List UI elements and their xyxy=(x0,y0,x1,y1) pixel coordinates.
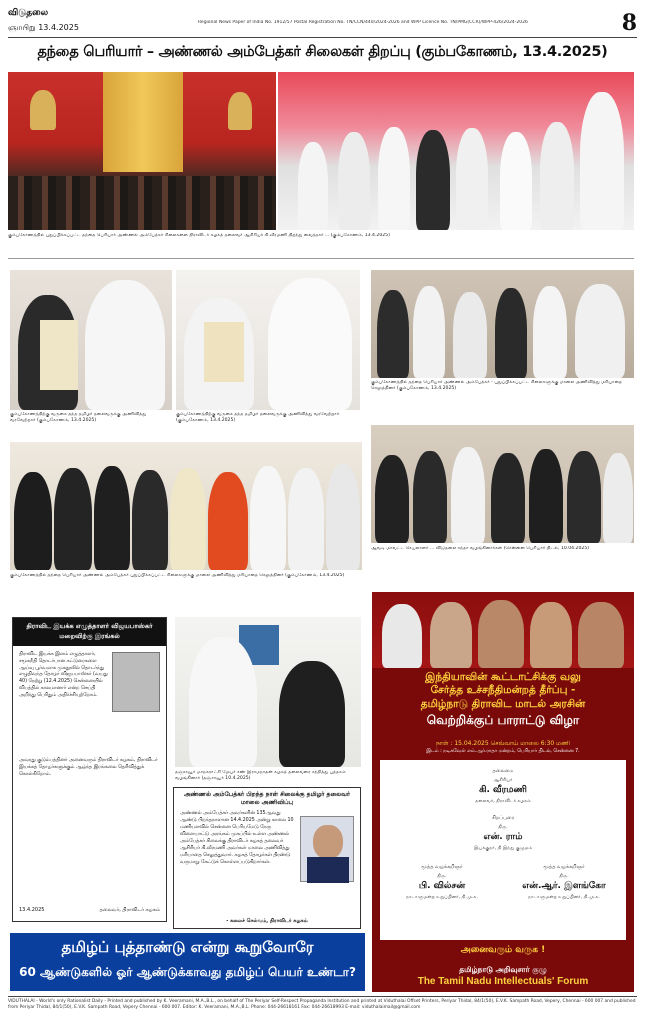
ad-title-4: வெற்றிக்குப் பாராட்டு விழா xyxy=(426,713,580,727)
registration-info: Regional News Paper of India No. 1912/57 Postal Registration No. TN/CCN/440/2024-2026 and WPP Licence No. TN/PMG(CCR)/WPP-426/2024-2026 xyxy=(198,20,528,25)
ad-title-3: தமிழ்நாடு திராவிட மாடல் அரசின் xyxy=(420,698,586,710)
ad-title-1: இந்தியாவின் கூட்டாட்சிக்கு வலு xyxy=(425,671,581,683)
right-sub: நாடாளுமன்ற உறுப்பினர், தி.மு.க. xyxy=(528,895,600,900)
obituary-box xyxy=(12,617,167,922)
ambedkar-portrait xyxy=(300,816,354,882)
speaker-name: என். ராம் xyxy=(483,832,523,842)
ad-schedule xyxy=(380,739,626,755)
chair-role: தலைமை xyxy=(492,768,514,774)
ad-title-2: சேர்த்த உச்சநீதிமன்றத் தீர்ப்பு - xyxy=(430,684,576,696)
ad-portraits xyxy=(372,592,634,668)
speaker-role: சிறப்புரை xyxy=(491,815,515,821)
chair-name: கி. வீரமணி xyxy=(479,785,527,795)
ad-organizer-tamil: தமிழ்நாடு அறிவுசார் குழு xyxy=(459,965,547,974)
caption-mid-center: கும்பகோணத்திற்கு வருகை தந்த தமிழர் தலைவருக்கு அணிவித்து வரவேற்றார் (கும்பகோணம், 13.4.2025) xyxy=(176,412,340,423)
caption-row3-left: கும்பகோணத்தில் தந்தை பெரியார் அண்ணல் அம்பேத்கர் புதுப்பிக்கப்பட்ட சிலைகளுக்கு மாலை அணிவித்து மரியாதை செலுத்தினர் (கும்பகோணம், 13.4.2025) xyxy=(10,573,345,578)
page-number: 8 xyxy=(621,10,637,36)
imprint-footer: VIDUTHALAI - World's only Rationalist Daily - Printed and published by K. Veeramani, M.A.,B.L., on behalf of The Periyar Self-Respect Propaganda Institution and printed at Viduthalai Offset Printers, Periyar Thidal, 84/1(50), E.V.K. Sampath Road, Vepery, Chennai - 600 007 and published from Periyar Thidal, 84/1(50), E.V.K. Sampath Road, Vepery Chennai - 600 007. Editor: K. Veeramani, M.A.,B.L. Phone: 044-26618161 Fax: 044-26618993 E-mail: viduthalaimail@gmail.com xyxy=(8,996,637,1020)
obituary-signature: தலைவர், திராவிடர் கழகம் xyxy=(99,907,160,913)
speaker-prefix: திரு. xyxy=(498,825,508,830)
photo-subscription xyxy=(371,425,634,543)
caption-top: கும்பகோணத்தில் புதுப்பிக்கப்பட்ட தந்தை பெரியார் அண்ணல் அம்பேத்கர் சிலைகளை திராவிடர் கழகத் தலைவர் ஆசிரியர் கி.வீரமணி திறந்து வைத்தார் ... (கும்பகோணம், 13.4.2025) xyxy=(8,233,390,238)
right-prefix: திரு. xyxy=(559,874,569,879)
obituary-date: 13.4.2025 xyxy=(19,907,45,913)
statue-left xyxy=(30,90,56,130)
photo-shawl-left xyxy=(10,270,172,410)
photo-garland-group xyxy=(371,270,634,378)
divider xyxy=(8,258,634,259)
page-headline: தந்தை பெரியார் – அண்ணல் அம்பேத்கர் சிலைகள் திறப்பு (கும்பகோணம், 13.4.2025) xyxy=(37,44,608,60)
right-name: என்.ஆர். இளங்கோ xyxy=(522,881,606,891)
obituary-portrait xyxy=(112,652,160,712)
left-prefix: திரு. xyxy=(437,874,447,879)
ad-speakers-panel xyxy=(380,760,626,940)
photo-shawl-center xyxy=(176,270,360,410)
left-sub: நாடாளுமன்ற உறுப்பினர், தி.மு.க. xyxy=(406,895,478,900)
ad-organizer-english: The Tamil Nadu Intellectuals' Forum xyxy=(417,976,589,987)
ad-welcome: அனைவரும் வருக ! xyxy=(460,945,546,955)
chair-sub: தலைவர், திராவிடர் கழகம் xyxy=(475,799,531,804)
photo-book-presentation xyxy=(175,617,361,767)
chair-prefix: ஆசிரியர் xyxy=(493,778,513,783)
ad-venue: இடம் : நடிகவேள் எம்.ஆர்.ராதா மன்றம், பெரியார் திடல், சென்னை 7. xyxy=(426,749,580,754)
photo-statues xyxy=(8,72,276,230)
obituary-body: திராவிட இயக்க இளம் எழுத்தாளர், சமூகநீதி தொடர்பான கட்டுரைகளை ஆய்வு பூர்வமாக முகநூலில் தொடர்ந்து எழுதிவந்த தோழர் விஜயபாஸ்கர் (வயது 40) நேற்று (12.4.2025) சென்னையில் விபத்தில் காலமானார் என்ற செய்தி அறிந்து பெரிதும் அதிர்ச்சியுற்றோம். xyxy=(19,652,108,698)
banner-line-2: 60 ஆண்டுகளில் ஓர் ஆண்டுக்காவது தமிழ்ப் பெயர் உண்டா? xyxy=(19,965,356,979)
left-name: பி. வில்சன் xyxy=(418,881,466,891)
tamil-new-year-banner xyxy=(10,933,365,991)
caption-row3-right: ஆவடி மாவட்ட செயலாளர் ... விடுதலை சந்தா வழங்கினார்கள் (சென்னை பெரியார் திடல், 10.04.2025) xyxy=(371,546,590,551)
notice-title: அண்ணல் அம்பேத்கர் பிறந்த நாள் சிலைக்கு தமிழர் தலைவர் மாலை அணிவிப்பு xyxy=(184,791,350,806)
speaker-sub: இயக்குநர், தி இந்து குழுமம் xyxy=(473,846,533,851)
caption-small-photo: தஞ்சாவூர் மாநகராட்சி மேயர் சண் இராமநாதன் கழகத் தலைவரை சந்தித்து புத்தகம் வழங்கினார் (தஞ்சாவூர் 10.4.2025) xyxy=(175,770,346,781)
notice-body: அண்ணல் அம்பேத்கர் அவர்களின் 135ஆவது ஆண்டு பிறந்தநாளான 14.4.2025 அன்று காலை 10 மணியளவில் சென்னை பெரியமேடு நேரு விளையாட்டு அரங்கம் முகப்பில் உள்ள அண்ணல் அம்பேத்கர் சிலைக்கு திராவிடர் கழகத் தலைவர் ஆசிரியர் கி.வீரமணி அவர்கள் மாலை அணிவித்து மரியாதை செலுத்துவார். கழகத் தோழர்கள் திரண்டு வருமாறு கேட்டுக் கொள்ளப்படுகிறார்கள். xyxy=(180,811,294,865)
right-role: மூத்த வழக்கறிஞர் xyxy=(543,864,585,870)
caption-mid-right: கும்பகோணத்தில் தந்தை பெரியார் அண்ணல் அம்பேத்கர் - புதுப்பிக்கப்பட்ட சிலைகளுக்கு மாலை அணிவித்து மரியாதை செலுத்தினர் (கும்பகோணம், 13.4.2025) xyxy=(371,380,622,391)
notice-credit: - கலைச் செல்வம், திராவிடர் கழகம் xyxy=(226,918,308,924)
ambedkar-birthday-notice xyxy=(173,787,361,929)
issue-date: ஞாயிறு 13.4.2025 xyxy=(8,23,79,32)
masthead xyxy=(8,8,637,38)
obituary-body-2: அவரது குடும்பத்தினர் அனைவரும் திராவிடர் கழகம், திராவிடர் இயக்கத் தோழர்களுக்கும் ஆழ்ந்த இரங்கலை தெரிவித்துக் கொள்கிறோம். xyxy=(19,758,158,777)
banner-line-1: தமிழ்ப் புத்தாண்டு என்று கூறுவோரே xyxy=(61,938,314,956)
left-role: மூத்த வழக்கறிஞர் xyxy=(421,864,463,870)
ad-date: நாள் : 15.04.2025 செவ்வாய் மாலை 6:30 மணி xyxy=(436,740,570,747)
statue-right xyxy=(228,92,252,130)
obituary-heading: திராவிட இயக்க எழுத்தாளர் விஜயபாஸ்கர் மறைவிற்கு இரங்கல் xyxy=(13,618,166,646)
photo-inauguration-group xyxy=(278,72,634,230)
felicitation-ad xyxy=(372,592,634,992)
paper-name: விடுதலை xyxy=(8,8,49,18)
photo-black-shirts xyxy=(10,442,362,570)
caption-mid-left: கும்பகோணத்திற்கு வருகை தந்த தமிழர் தலைவருக்கு அணிவித்து வரவேற்றார் (கும்பகோணம், 13.4.2025) xyxy=(10,412,147,423)
